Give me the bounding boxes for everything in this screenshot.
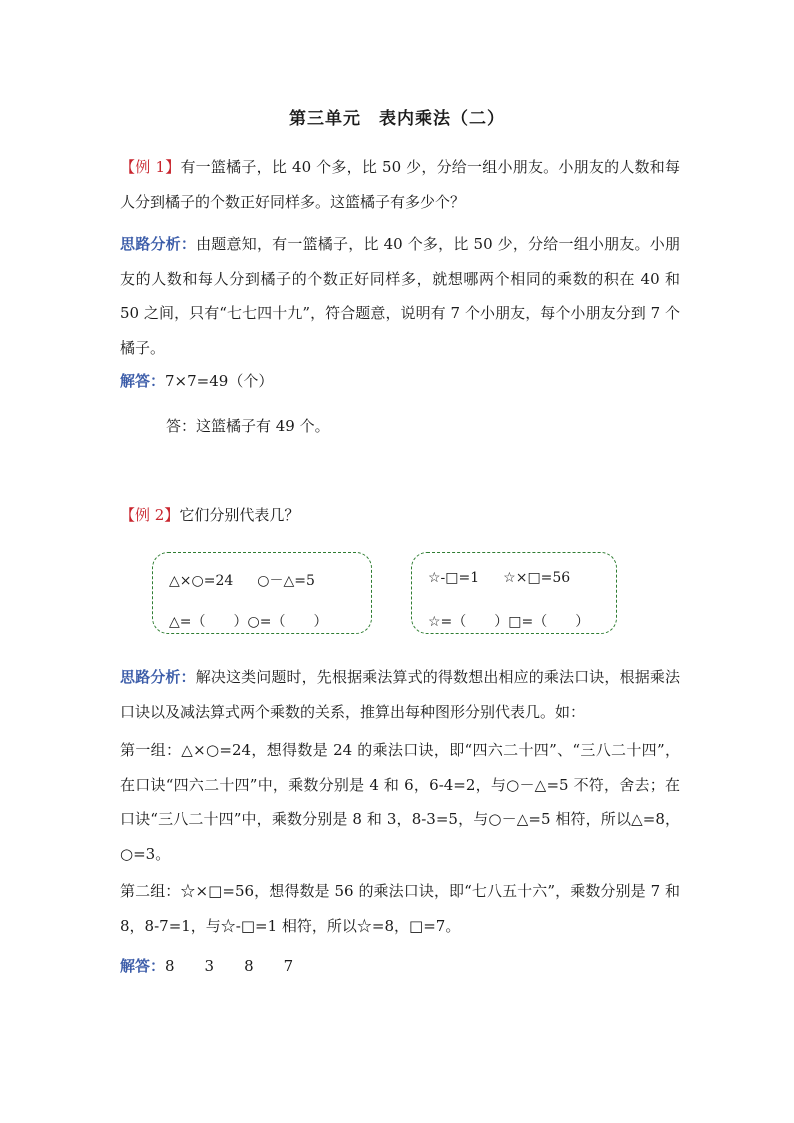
box1-equation-a: △×○=24 (169, 573, 234, 589)
box1-equations (169, 570, 315, 590)
example2-group2: 第二组：☆×□=56，想得数是 56 的乘法口诀，即“七八五十六”，乘数分别是 7 和 8，8-7=1，与☆-□=1 相符，所以☆=8，□=7。 (120, 882, 680, 935)
example2-group1: 第一组：△×○=24，想得数是 24 的乘法口诀，即“四六二十四”、“三八二十四”，在口诀“四六二十四”中，乘数分别是 4 和 6，6-4=2，与○－△=5 不符，舍去；在口诀“三八二十四”中，乘数分别是 8 和 3，8-3=5，与○－△=5 相符，所以△=8，○=3。 (120, 741, 680, 863)
example1-answer (120, 364, 680, 399)
example1-answer-label: 解答： (120, 372, 166, 390)
example1-analysis-label: 思路分析： (120, 235, 197, 253)
equation-box-2 (411, 552, 617, 634)
example2-answer-text: 8 3 8 7 (165, 957, 294, 975)
example1-question (120, 150, 680, 219)
example1-analysis-text: 由题意知，有一篮橘子，比 40 个多，比 50 少，分给一组小朋友。小朋友的人数和每人分到橘子的个数正好同样多，就想哪两个相同的乘数的积在 40 和 50 之间，只有“七七四十九”，符合题意，说明有 7 个小朋友，每个小朋友分到 7 个橘子。 (120, 235, 680, 357)
box2-equations (428, 570, 570, 586)
box2-blanks: ☆=（ ）□=（ ） (428, 614, 590, 630)
box1-equation-b: ○－△=5 (257, 573, 315, 589)
box2-equation-b: ☆×□=56 (503, 570, 571, 586)
example1-question-text: 有一篮橘子，比 40 个多，比 50 少，分给一组小朋友。小朋友的人数和每人分到橘子的个数正好同样多。这篮橘子有多少个？ (120, 158, 680, 211)
example2-question-text: 它们分别代表几？ (179, 506, 300, 524)
example2-analysis-label: 思路分析： (120, 668, 196, 686)
example1-answer-text: 7×7=49（个） (165, 372, 274, 390)
example2-analysis-text: 解决这类问题时，先根据乘法算式的得数想出相应的乘法口诀，根据乘法口诀以及减法算式两个乘数的关系，推算出每种图形分别代表几。如： (120, 668, 680, 721)
example2-question (120, 498, 680, 533)
box2-equation-a: ☆-□=1 (428, 570, 480, 586)
example2-answer (120, 949, 680, 984)
example2-answer-label: 解答： (120, 957, 166, 975)
example1-analysis (120, 227, 680, 365)
box1-blanks: △=（ ）○=（ ） (169, 614, 328, 630)
example2-analysis (120, 660, 680, 729)
example1-final-answer: 答：这篮橘子有 49 个。 (166, 417, 330, 435)
page-title: 第三单元 表内乘法（二） (289, 109, 505, 129)
equation-box-1 (152, 552, 372, 634)
example2-tag: 【例 2】 (120, 506, 180, 524)
example1-tag: 【例 1】 (120, 158, 181, 176)
